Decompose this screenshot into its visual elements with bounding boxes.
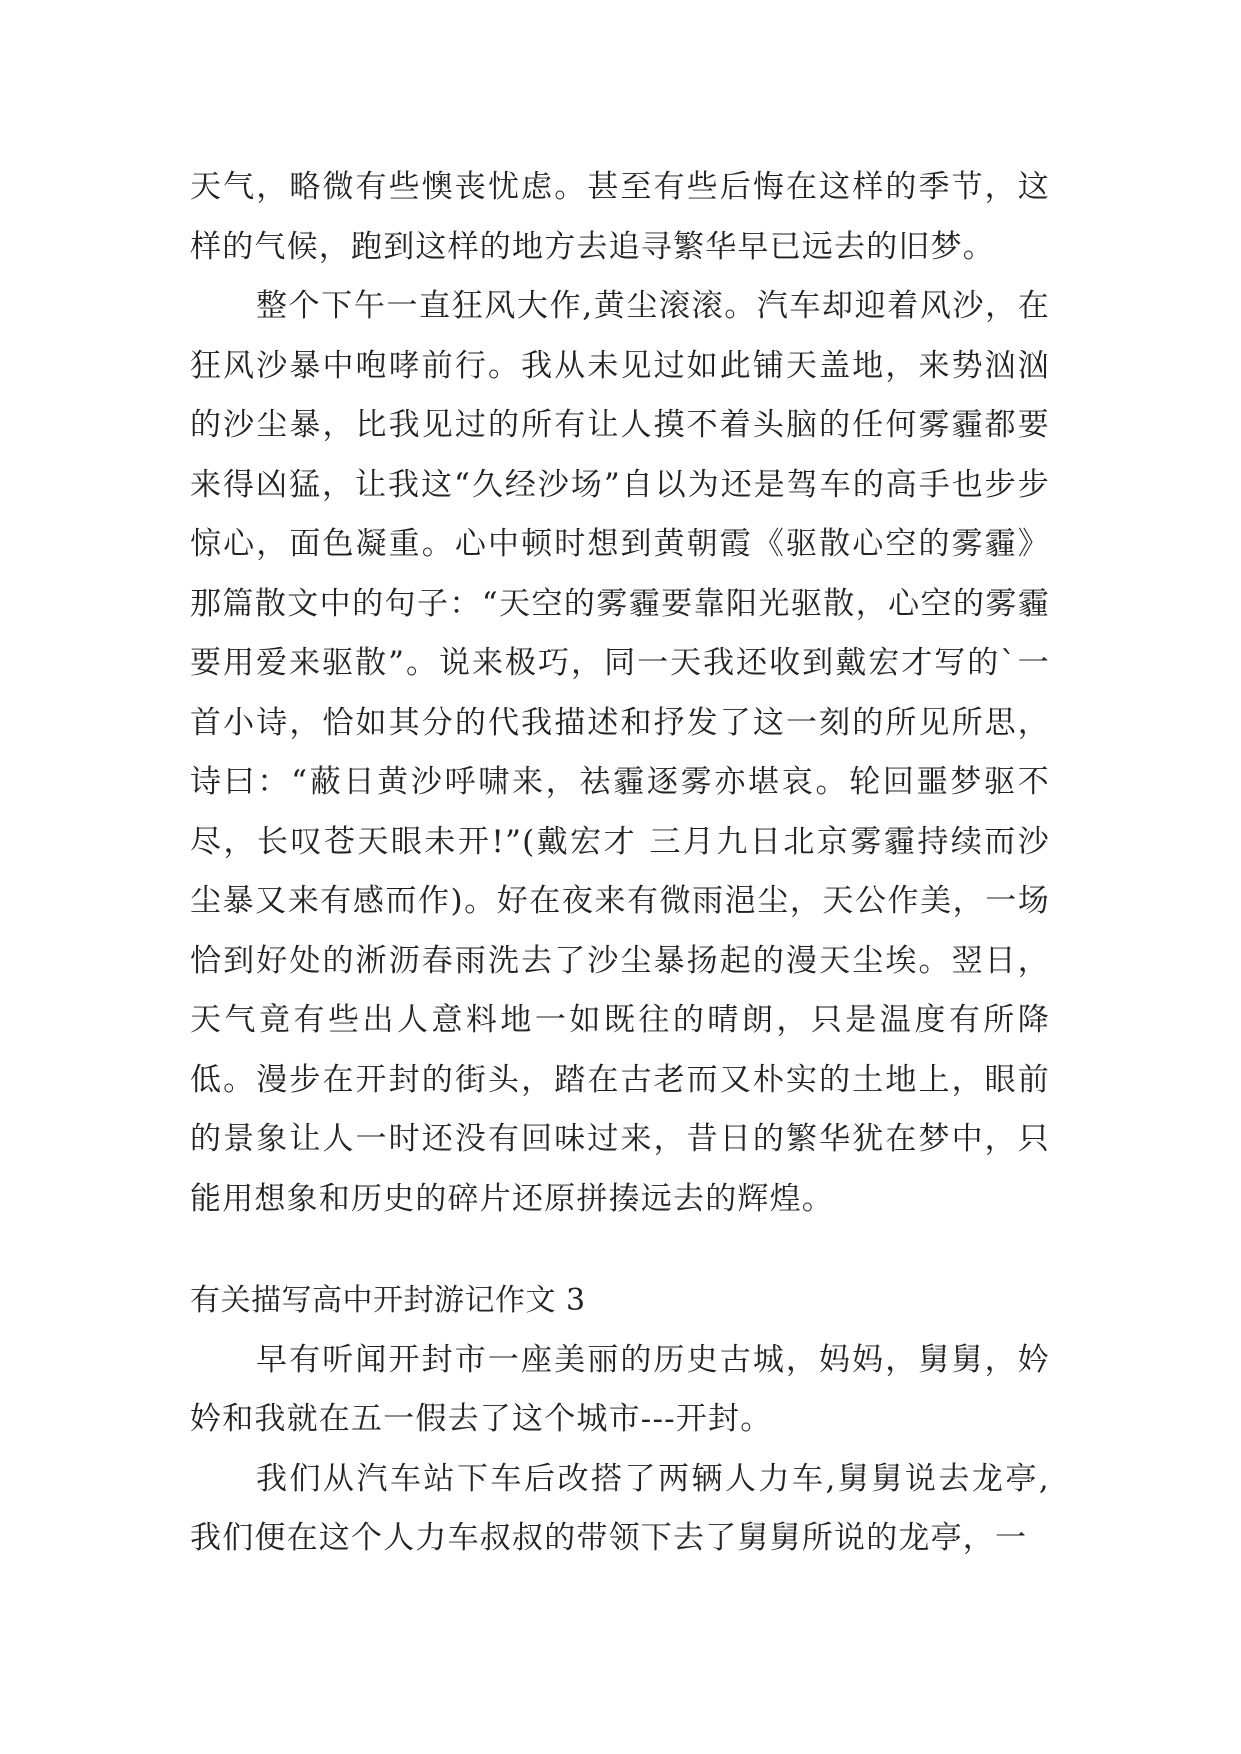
paragraph-sandstorm: 整个下午一直狂风大作,黄尘滚滚。汽车却迎着风沙，在狂风沙暴中咆哮前行。我从未见过如此铺天盖地，来势汹汹的沙尘暴，比我见过的所有让人摸不着头脑的任何雾霾都要来得凶猛，让我这“久经沙场”自以为还是驾车的高手也步步惊心，面色凝重。心中顿时想到黄朝霞《驱散心空的雾霾》那篇散文中的句子：“天空的雾霾要靠阳光驱散，心空的雾霾要用爱来驱散”。说来极巧，同一天我还收到戴宏才写的`一首小诗，恰如其分的代我描述和抒发了这一刻的所见所思，诗曰：“蔽日黄沙呼啸来，祛霾逐雾亦堪哀。轮回噩梦驱不尽，长叹苍天眼未开!”(戴宏才 三月九日北京雾霾持续而沙尘暴又来有感而作)。好在夜来有微雨浥尘，天公作美，一场恰到好处的淅沥春雨洗去了沙尘暴扬起的漫天尘埃。翌日，天气竟有些出人意料地一如既往的晴朗，只是温度有所降低。漫步在开封的街头，踏在古老而又朴实的土地上，眼前的景象让人一时还没有回味过来，昔日的繁华犹在梦中，只能用想象和历史的碎片还原拼揍远去的辉煌。: [190, 288, 1050, 1217]
document-body: [190, 158, 1050, 1569]
paragraph-intro: 早有听闻开封市一座美丽的历史古城，妈妈，舅舅，妗妗和我就在五一假去了这个城市---开封。: [190, 1341, 1050, 1437]
section-title: 有关描写高中开封游记作文 3: [190, 1283, 586, 1318]
paragraph-continuation: 天气，略微有些懊丧忧虑。甚至有些后悔在这样的季节，这样的气候，跑到这样的地方去追寻繁华早已远去的旧梦。: [190, 169, 1050, 265]
paragraph-rickshaw: 我们从汽车站下车后改搭了两辆人力车,舅舅说去龙亭,我们便在这个人力车叔叔的带领下去了舅舅所说的龙亭，一: [190, 1460, 1050, 1556]
